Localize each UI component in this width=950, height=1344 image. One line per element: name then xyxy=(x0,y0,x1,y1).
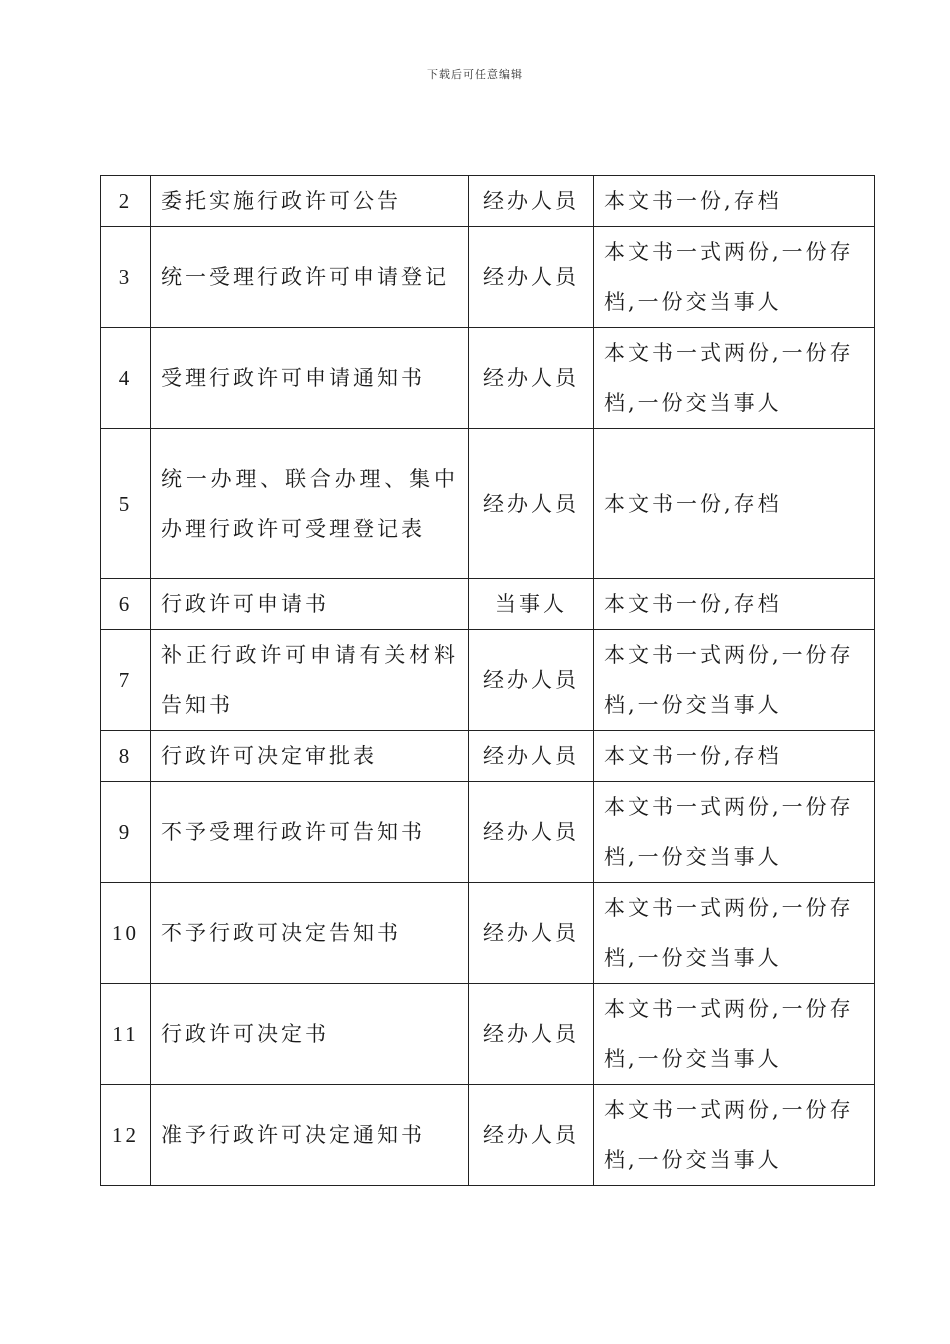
table-row xyxy=(101,579,875,630)
document-name: 受理行政许可申请通知书 xyxy=(151,328,469,429)
responsible-party: 经办人员 xyxy=(469,630,594,731)
row-number: 10 xyxy=(101,883,151,984)
filing-note: 本文书一式两份,一份存档,一份交当事人 xyxy=(594,227,875,328)
filing-note: 本文书一式两份,一份存档,一份交当事人 xyxy=(594,1085,875,1186)
responsible-party: 经办人员 xyxy=(469,883,594,984)
table-row xyxy=(101,328,875,429)
responsible-party: 经办人员 xyxy=(469,782,594,883)
filing-note: 本文书一式两份,一份存档,一份交当事人 xyxy=(594,883,875,984)
filing-note: 本文书一份,存档 xyxy=(594,429,875,579)
document-name: 行政许可申请书 xyxy=(151,579,469,630)
row-number: 4 xyxy=(101,328,151,429)
table-row xyxy=(101,782,875,883)
page-header: 下载后可任意编辑 xyxy=(427,68,523,81)
document-name: 不予行政可决定告知书 xyxy=(151,883,469,984)
table-row xyxy=(101,429,875,579)
table-row xyxy=(101,176,875,227)
filing-note: 本文书一份,存档 xyxy=(594,579,875,630)
document-name: 委托实施行政许可公告 xyxy=(151,176,469,227)
document-name: 不予受理行政许可告知书 xyxy=(151,782,469,883)
responsible-party: 经办人员 xyxy=(469,227,594,328)
document-name: 统一受理行政许可申请登记 xyxy=(151,227,469,328)
table-row xyxy=(101,883,875,984)
document-name: 行政许可决定审批表 xyxy=(151,731,469,782)
responsible-party: 经办人员 xyxy=(469,984,594,1085)
row-number: 3 xyxy=(101,227,151,328)
document-name: 行政许可决定书 xyxy=(151,984,469,1085)
document-name: 统一办理、联合办理、集中办理行政许可受理登记表 xyxy=(151,429,469,579)
responsible-party: 经办人员 xyxy=(469,429,594,579)
responsible-party: 当事人 xyxy=(469,579,594,630)
row-number: 11 xyxy=(101,984,151,1085)
row-number: 9 xyxy=(101,782,151,883)
table-row xyxy=(101,630,875,731)
row-number: 7 xyxy=(101,630,151,731)
filing-note: 本文书一份,存档 xyxy=(594,731,875,782)
document-name: 准予行政许可决定通知书 xyxy=(151,1085,469,1186)
filing-note: 本文书一式两份,一份存档,一份交当事人 xyxy=(594,328,875,429)
row-number: 8 xyxy=(101,731,151,782)
row-number: 5 xyxy=(101,429,151,579)
table-row xyxy=(101,731,875,782)
document-table xyxy=(100,175,875,1186)
filing-note: 本文书一份,存档 xyxy=(594,176,875,227)
table-row xyxy=(101,1085,875,1186)
responsible-party: 经办人员 xyxy=(469,1085,594,1186)
filing-note: 本文书一式两份,一份存档,一份交当事人 xyxy=(594,782,875,883)
filing-note: 本文书一式两份,一份存档,一份交当事人 xyxy=(594,984,875,1085)
row-number: 12 xyxy=(101,1085,151,1186)
responsible-party: 经办人员 xyxy=(469,328,594,429)
table-row xyxy=(101,227,875,328)
responsible-party: 经办人员 xyxy=(469,176,594,227)
row-number: 2 xyxy=(101,176,151,227)
table-row xyxy=(101,984,875,1085)
responsible-party: 经办人员 xyxy=(469,731,594,782)
filing-note: 本文书一式两份,一份存档,一份交当事人 xyxy=(594,630,875,731)
document-name: 补正行政许可申请有关材料告知书 xyxy=(151,630,469,731)
row-number: 6 xyxy=(101,579,151,630)
